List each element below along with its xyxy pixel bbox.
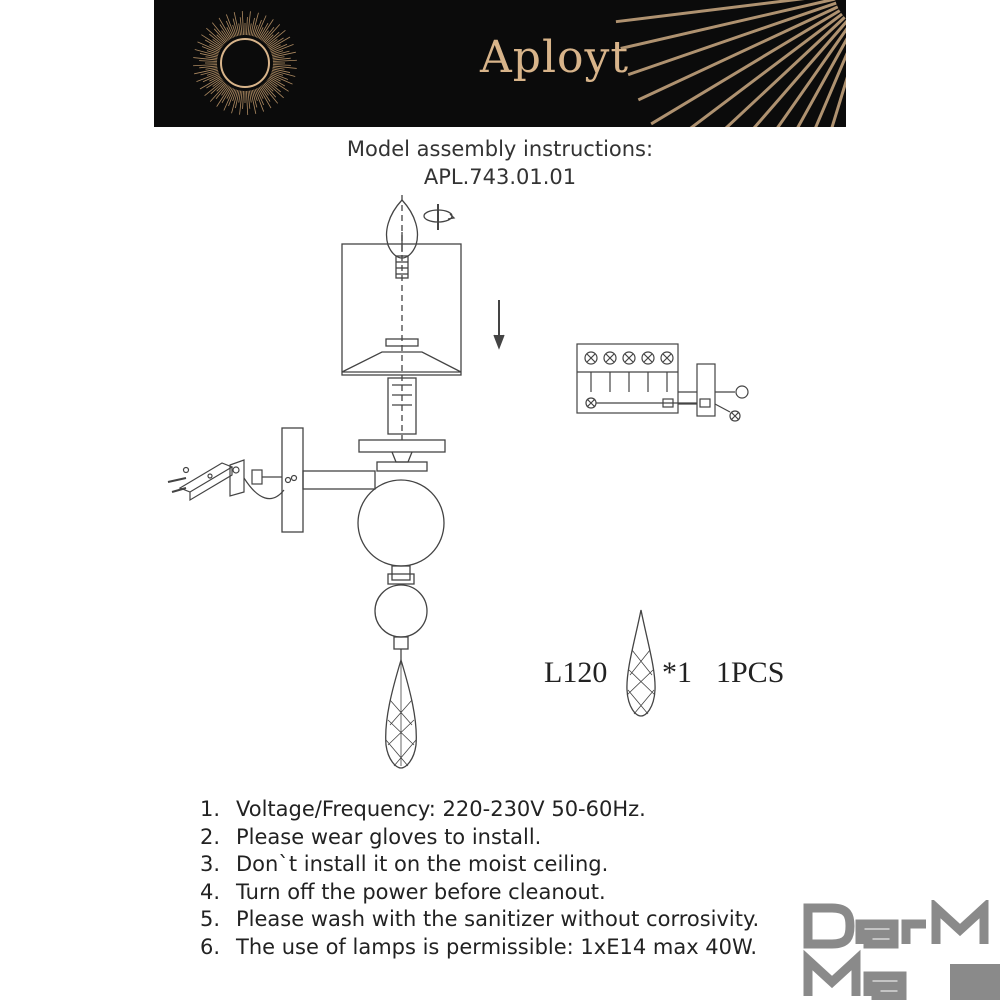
drip-plate (359, 440, 445, 452)
darma-watermark-logo (800, 900, 1000, 1000)
instruction-text: Turn off the power before cleanout. (236, 879, 606, 904)
wiring-diagram (577, 344, 748, 421)
brand-logo: Aployt (480, 32, 630, 83)
instruction-item (200, 879, 759, 907)
rotate-icon (424, 204, 454, 230)
instruction-text: The use of lamps is permissible: 1xE14 max 40W. (236, 934, 758, 959)
instruction-item (200, 851, 759, 879)
connector (392, 566, 410, 580)
instruction-number: 2. (200, 824, 221, 849)
instructions-list (200, 796, 759, 961)
instruction-number: 6. (200, 934, 221, 959)
wall-arm (303, 471, 375, 489)
collar (377, 462, 427, 471)
instruction-text: Don`t install it on the moist ceiling. (236, 852, 609, 876)
glass-sphere-large (358, 480, 444, 566)
instruction-item (200, 824, 759, 852)
crystal-part-icon (627, 610, 655, 716)
instruction-text: Please wear gloves to install. (236, 824, 542, 849)
instruction-number: 3. (200, 852, 221, 876)
instruction-number: 4. (200, 879, 221, 904)
instruction-number: 5. (200, 907, 221, 931)
instruction-item (200, 934, 759, 962)
crystal-drop-icon (386, 660, 417, 768)
part-quantity-label: 1PCS (716, 656, 785, 689)
instruction-text: Voltage/Frequency: 220-230V 50-60Hz. (236, 797, 646, 821)
screw-icon (168, 478, 186, 482)
page-title: Model assembly instructions: (346, 137, 654, 161)
part-size-label: L120 (544, 656, 608, 689)
part-multiplier-label: *1 (662, 656, 692, 689)
mounting-bracket (168, 460, 297, 500)
glass-sphere-small (375, 585, 427, 637)
instruction-item (200, 906, 759, 934)
instruction-item (200, 796, 759, 824)
model-number: APL.743.01.01 (423, 165, 577, 189)
instruction-number: 1. (200, 797, 221, 821)
instruction-text: Please wash with the sanitizer without corrosivity. (236, 907, 760, 931)
